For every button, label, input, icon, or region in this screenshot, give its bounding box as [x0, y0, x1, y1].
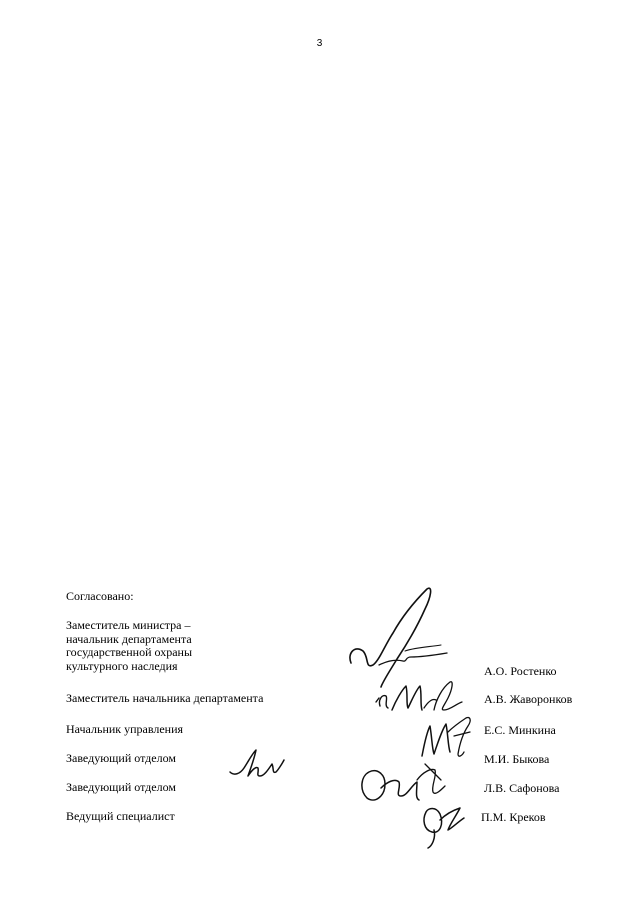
position-line: Начальник управления	[66, 722, 184, 736]
approval-position-safonova	[66, 781, 176, 795]
approval-name-bykova: М.И. Быкова	[484, 752, 550, 766]
approval-name-rostenko: А.О. Ростенко	[484, 664, 557, 678]
position-line: культурного наследия	[66, 658, 178, 673]
approval-name-minkina: Е.С. Минкина	[484, 723, 556, 737]
approval-name-safonova: Л.В. Сафонова	[484, 781, 560, 795]
approval-name-zhavoronkov: А.В. Жаворонков	[484, 692, 573, 706]
approval-heading: Согласовано:	[66, 589, 134, 603]
position-line: Заведующий отделом	[66, 751, 176, 765]
signature-zhavoronkov	[372, 676, 467, 716]
approval-position-zhavoronkov	[66, 692, 263, 706]
approval-position-rostenko	[66, 619, 192, 673]
position-line: Заведующий отделом	[66, 780, 176, 794]
signature-rostenko	[345, 585, 475, 690]
position-line: Заместитель начальника департамента	[66, 691, 264, 705]
position-line: Заместитель министра –	[66, 618, 191, 632]
position-line: государственной охраны	[66, 645, 193, 659]
signature-minkina	[418, 712, 476, 762]
approval-position-krekov	[66, 810, 175, 824]
page-number: 3	[316, 38, 323, 49]
signature-krekov	[418, 800, 468, 850]
approval-position-bykova	[66, 752, 176, 766]
position-line: Ведущий специалист	[66, 809, 175, 823]
signature-bykova	[226, 746, 286, 782]
approval-name-krekov: П.М. Креков	[481, 810, 546, 824]
approval-position-minkina	[66, 723, 183, 737]
position-line: начальник департамента	[66, 631, 192, 646]
